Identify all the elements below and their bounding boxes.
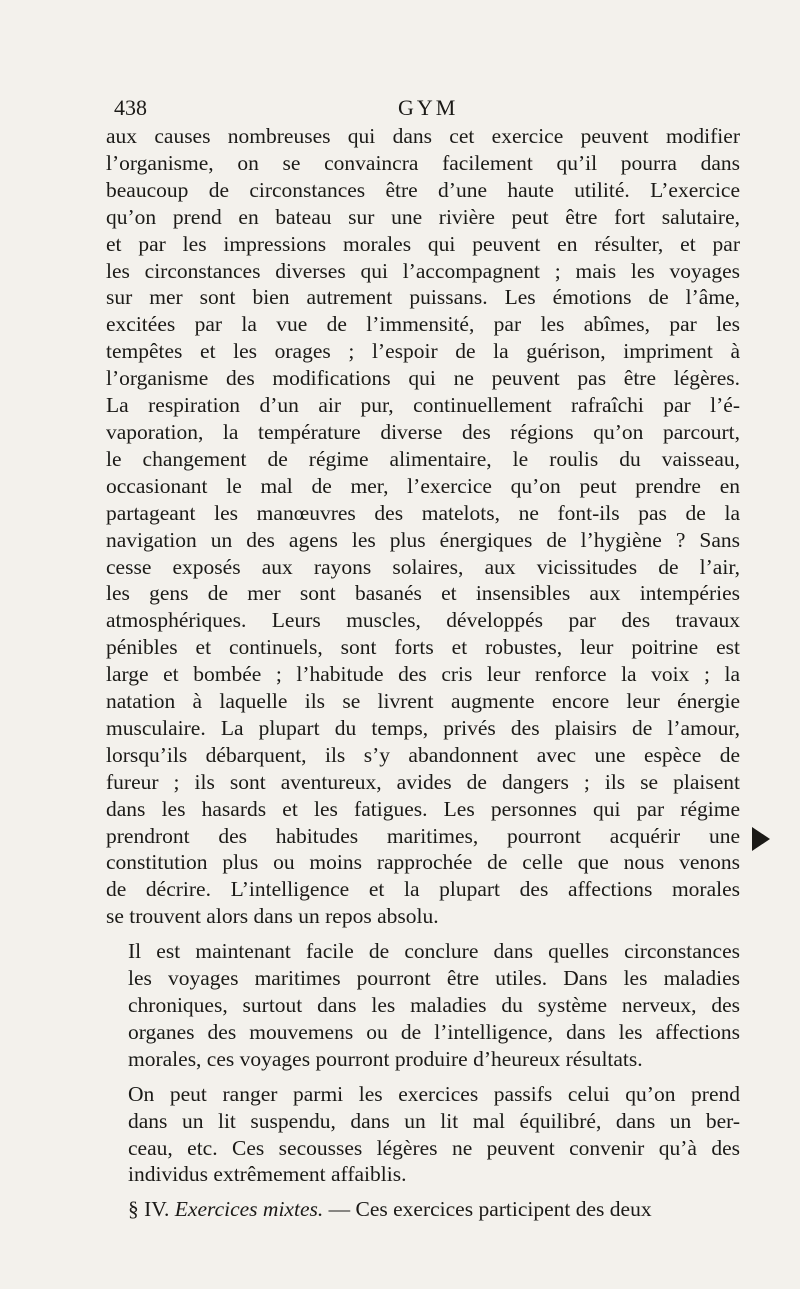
section-heading	[106, 1196, 740, 1223]
text-line: excitées par la vue de l’immensité, par les abîmes, par les	[106, 312, 740, 337]
section-title: Exercices mixtes.	[174, 1197, 324, 1222]
text-line: l’organisme des modifications qui ne peuvent pas être légères.	[106, 366, 740, 391]
text-line: La respiration d’un air pur, continuellement rafraîchi par l’é-	[106, 393, 740, 418]
paragraph-passive-exercises	[106, 1081, 740, 1189]
text-line: l’organisme, on se convaincra facilement qu’il pourra dans	[106, 150, 740, 175]
text-line: ceau, etc. Ces secousses légères ne peuvent convenir qu’à des	[128, 1135, 740, 1160]
text-line: individus extrêmement affaiblis.	[128, 1162, 407, 1187]
text-line: morales, ces voyages pourront produire d’heureux résultats.	[128, 1046, 643, 1071]
text-line: Il est maintenant facile de conclure dans quelles circonstances	[128, 939, 740, 964]
text-line: organes des mouvemens ou de l’intelligence, dans les affections	[128, 1019, 740, 1044]
paragraph-voyages	[106, 123, 740, 930]
text-line: pénibles et continuels, sont forts et robustes, leur poitrine est	[106, 635, 740, 660]
text-line: navigation un des agens les plus énergiques de l’hygiène ? Sans	[106, 527, 740, 552]
text-line: musculaire. La plupart du temps, privés des plaisirs de l’amour,	[106, 715, 740, 740]
margin-mark-icon	[752, 827, 770, 851]
text-line: le changement de régime alimentaire, le roulis du vaisseau,	[106, 446, 740, 471]
text-line: cesse exposés aux rayons solaires, aux vicissitudes de l’air,	[106, 554, 740, 579]
text-line: tempêtes et les orages ; l’espoir de la guérison, impriment à	[106, 339, 740, 364]
text-line: les circonstances diverses qui l’accompagnent ; mais les voyages	[106, 258, 740, 283]
paragraph-conclusion	[106, 938, 740, 1073]
text-line: partageant les manœuvres des matelots, ne font-ils pas de la	[106, 500, 740, 525]
text-line: large et bombée ; l’habitude des cris leur renforce la voix ; la	[106, 662, 740, 687]
text-line: les voyages maritimes pourront être utiles. Dans les maladies	[128, 966, 740, 991]
text-line: qu’on prend en bateau sur une rivière peut être fort salutaire,	[106, 204, 740, 229]
text-line: dans les hasards et les fatigues. Les personnes qui par régime	[106, 796, 740, 821]
text-line: se trouvent alors dans un repos absolu.	[106, 904, 439, 929]
page-number: 438	[114, 95, 147, 120]
text-line: On peut ranger parmi les exercices passifs celui qu’on prend	[128, 1081, 740, 1106]
running-head	[106, 93, 740, 123]
text-line: de décrire. L’intelligence et la plupart des affections morales	[106, 877, 740, 902]
text-line: constitution plus ou moins rapprochée de celle que nous venons	[106, 850, 740, 875]
text-line: natation à laquelle ils se livrent augmente encore leur énergie	[106, 689, 740, 714]
body-text	[106, 123, 740, 1223]
text-line: atmosphériques. Leurs muscles, développés par des travaux	[106, 608, 740, 633]
text-line: fureur ; ils sont aventureux, avides de dangers ; ils se plaisent	[106, 769, 740, 794]
section-number: § IV.	[128, 1197, 170, 1222]
text-line: prendront des habitudes maritimes, pourront acquérir une	[106, 823, 740, 848]
text-line: lorsqu’ils débarquent, ils s’y abandonnent avec une espèce de	[106, 742, 740, 767]
text-line: occasionant le mal de mer, l’exercice qu’on peut prendre en	[106, 473, 740, 498]
text-line: beaucoup de circonstances être d’une haute utilité. L’exercice	[106, 177, 740, 202]
text-line: vaporation, la température diverse des régions qu’on parcourt,	[106, 419, 740, 444]
text-line: sur mer sont bien autrement puissans. Les émotions de l’âme,	[106, 285, 740, 310]
text-line: dans un lit suspendu, dans un lit mal équilibré, dans un ber-	[128, 1108, 740, 1133]
running-title: GYM	[398, 95, 459, 120]
text-line: aux causes nombreuses qui dans cet exercice peuvent modifier	[106, 124, 740, 148]
text-line: et par les impressions morales qui peuvent en résulter, et par	[106, 231, 740, 256]
section-intro-text: — Ces exercices participent des deux	[328, 1197, 652, 1222]
text-line: les gens de mer sont basanés et insensibles aux intempéries	[106, 581, 740, 606]
text-line: chroniques, surtout dans les maladies du système nerveux, des	[128, 993, 740, 1017]
